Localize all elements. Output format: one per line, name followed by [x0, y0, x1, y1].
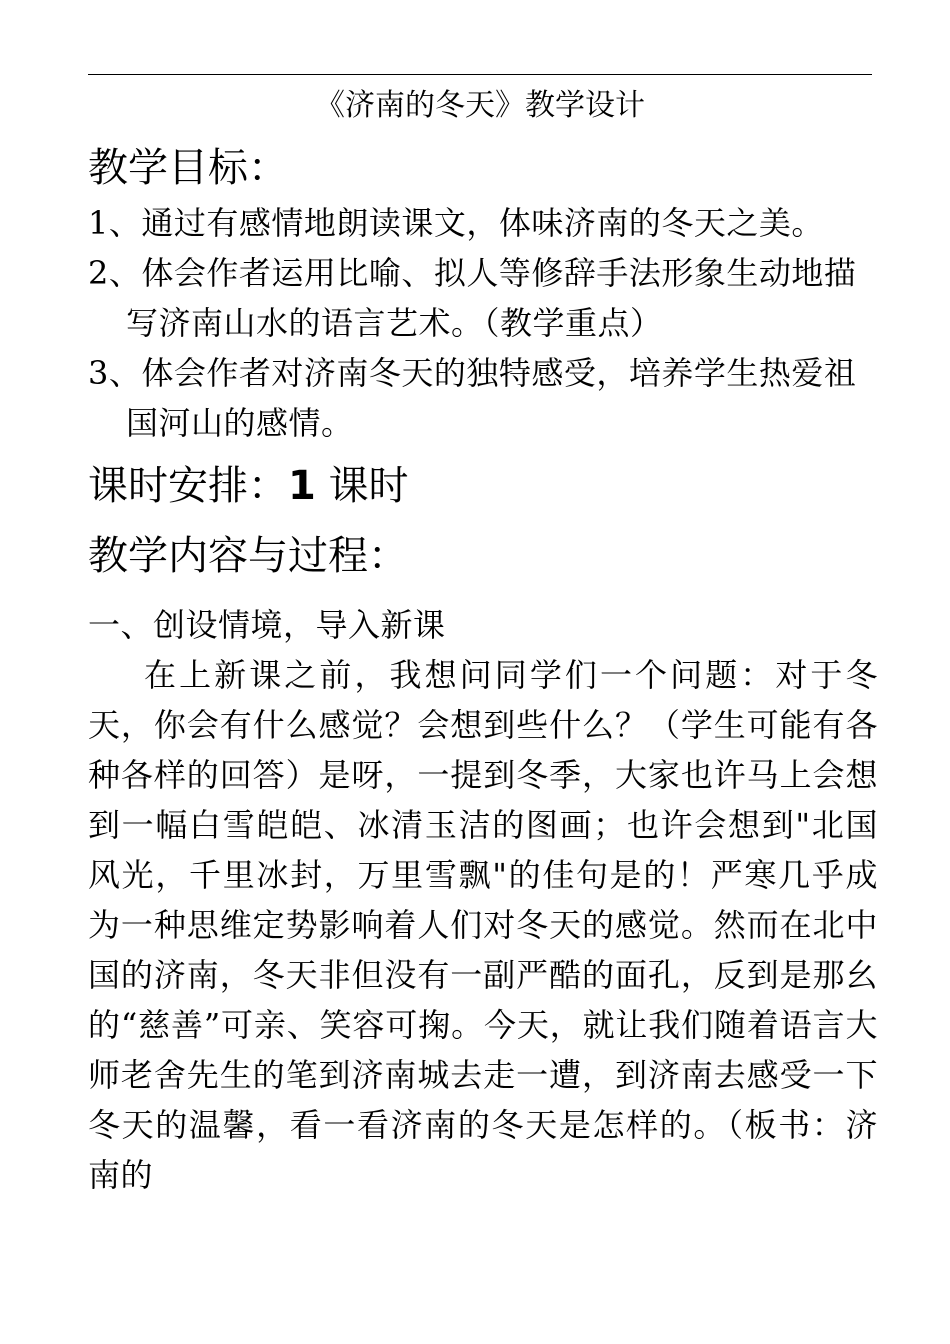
- objective-item-3: 3、体会作者对济南冬天的独特感受，培养学生热爱祖国河山的感情。: [88, 354, 857, 442]
- content-heading: 教学内容与过程：: [88, 533, 408, 579]
- intro-paragraph: 在上新课之前，我想问同学们一个问题：对于冬天，你会有什么感觉？会想到些什么？（学生可能有各种各样的回答）是呀，一提到冬季，大家也许马上会想到一幅白雪皑皑、冰清玉洁的图画；也许会想到"北国风光，千里冰封，万里雪飘"的佳句是的！严寒几乎成为一种思维定势影响着人们对冬天的感觉。然而在北中国的济南，冬天非但没有一副严酷的面孔，反到是那幺的“慈善”可亲、笑容可掬。今天，就让我们随着语言大师老舍先生的笔到济南城去走一遭，到济南去感受一下冬天的温馨，看一看济南的冬天是怎样的。（板书：济南的: [88, 656, 878, 1194]
- schedule-number: 1: [288, 463, 316, 509]
- objective-item-2: 2、体会作者运用比喻、拟人等修辞手法形象生动地描写济南山水的语言艺术。（教学重点）: [88, 254, 857, 342]
- document-title: 《济南的冬天》教学设计: [315, 88, 645, 123]
- section-heading: 一、创设情境，导入新课: [88, 606, 446, 644]
- schedule-heading: [88, 458, 409, 514]
- objectives-list: [88, 198, 878, 448]
- header-rule: [88, 74, 872, 75]
- objectives-heading: 教学目标：: [88, 145, 288, 191]
- schedule-unit: 课时: [328, 463, 409, 509]
- schedule-label: 课时安排：: [88, 463, 288, 509]
- objective-item-1: 1、通过有感情地朗读课文，体味济南的冬天之美。: [88, 204, 824, 242]
